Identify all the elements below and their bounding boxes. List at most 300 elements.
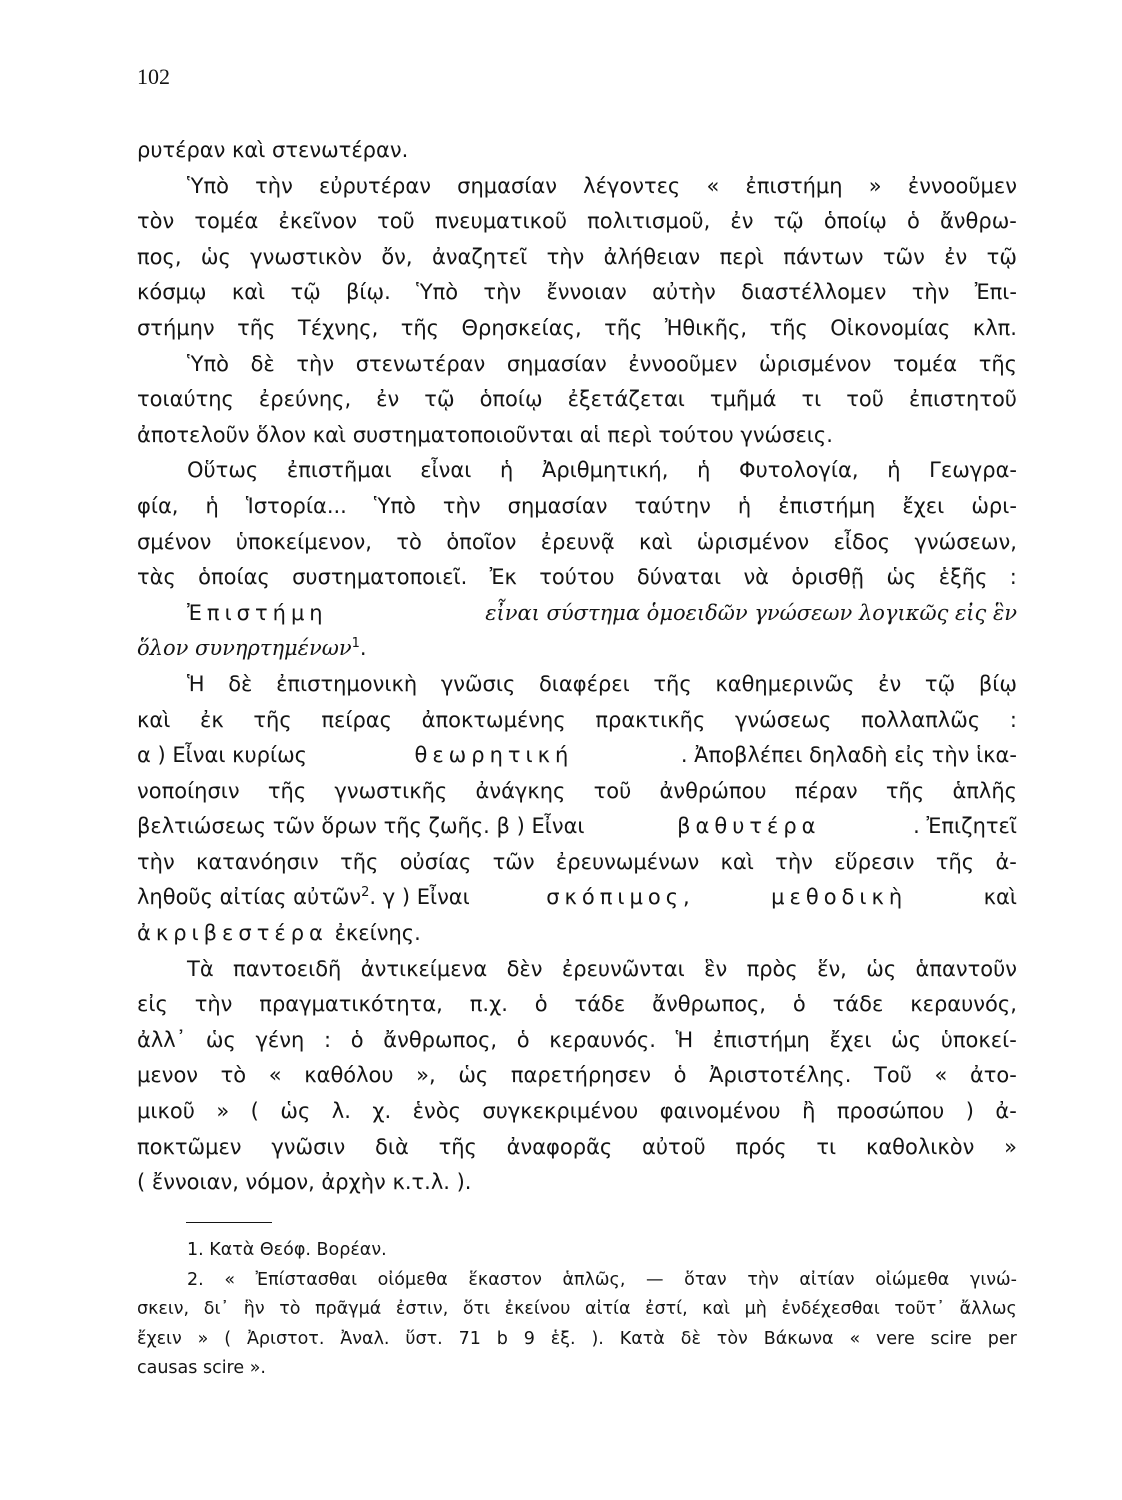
word: ὅταν bbox=[684, 1269, 727, 1290]
text-line bbox=[137, 845, 1017, 881]
word: Ἡ bbox=[675, 1027, 694, 1052]
word: συγκεκριμένου bbox=[482, 1099, 639, 1124]
text-line bbox=[137, 952, 1017, 988]
word: γνώσεων, bbox=[914, 529, 1017, 554]
word: Ἠθικῆς, bbox=[664, 315, 748, 340]
word: ὡς bbox=[280, 1099, 311, 1124]
text-line bbox=[137, 809, 1017, 845]
word: καὶ bbox=[702, 1299, 731, 1319]
word: ἀποκτωμένης bbox=[421, 707, 566, 732]
word: 71 bbox=[458, 1328, 481, 1349]
word: ὡρισμένον bbox=[696, 529, 810, 554]
word: τῷ bbox=[773, 209, 804, 234]
word: ἐκεῖνον bbox=[278, 209, 357, 234]
line-text: ἐκείνης. bbox=[334, 921, 421, 946]
text-line bbox=[137, 525, 1017, 561]
word: ὅτι bbox=[462, 1299, 491, 1319]
word: ὁ bbox=[534, 992, 548, 1017]
word: Ἀριστοτ. bbox=[246, 1328, 325, 1349]
footnote-2-line bbox=[137, 1266, 1017, 1296]
text-line: ( ἔννοιαν, νόμον, ἀρχὴν κ.τ.λ. ). bbox=[137, 1170, 472, 1195]
word: ὑποκείμενον, bbox=[235, 529, 372, 554]
text-line: ἀποτελοῦν ὅλον καὶ συστηματοποιοῦνται αἱ περὶ τούτου γνώσεις. bbox=[137, 422, 833, 447]
word: ὡρι- bbox=[971, 493, 1017, 518]
word: » bbox=[1004, 1134, 1017, 1159]
text-line bbox=[137, 1094, 1017, 1130]
word: ἄνθρω- bbox=[939, 209, 1017, 234]
word: καὶ bbox=[639, 529, 673, 554]
italic-definition: εἶναι σύστημα ὁμοειδῶν γνώσεων λογικῶς εἰς ἓν bbox=[485, 600, 1017, 625]
word: ὡς bbox=[891, 1027, 922, 1052]
word: ἐστιν, bbox=[395, 1299, 449, 1319]
word: per bbox=[987, 1328, 1017, 1349]
text-line bbox=[137, 489, 1017, 525]
word: καθημερινῶς bbox=[715, 671, 855, 696]
word: ἡ bbox=[697, 458, 711, 483]
word: ἐρεύνης, bbox=[258, 387, 352, 412]
word: ἐρευνᾷ bbox=[540, 529, 615, 554]
word: ἄνθρωπος, bbox=[652, 992, 766, 1017]
text-line bbox=[137, 453, 1017, 489]
word: δὲ bbox=[250, 351, 275, 376]
word: παντοειδῆ bbox=[233, 956, 342, 981]
word: ὡρισμένον bbox=[759, 351, 872, 376]
word: τῷ bbox=[290, 280, 321, 305]
word: γνώσεως bbox=[734, 707, 832, 732]
word: πρᾶγμά bbox=[315, 1299, 382, 1319]
word: ἀλλ᾽ bbox=[137, 1027, 187, 1052]
text-line bbox=[137, 1130, 1017, 1166]
word: ἁπλῶς, bbox=[562, 1269, 626, 1290]
text-line bbox=[137, 738, 1017, 774]
word: βίῳ bbox=[978, 671, 1017, 696]
word: καθόλου bbox=[304, 1063, 394, 1088]
word: κεραυνός, bbox=[910, 992, 1017, 1017]
word: τῆς bbox=[237, 315, 276, 340]
footnotes bbox=[137, 1236, 1017, 1384]
word: τὸν bbox=[137, 209, 175, 234]
word: τῆς bbox=[267, 778, 307, 803]
word: ὑποκεί- bbox=[940, 1027, 1017, 1052]
word: τάδε bbox=[574, 992, 626, 1017]
word: Ἀναλ. bbox=[340, 1328, 390, 1349]
word: ἀνθρώπου bbox=[659, 778, 767, 803]
word: Οὕτως bbox=[187, 458, 259, 483]
text-line bbox=[137, 1023, 1017, 1059]
word: τὴν bbox=[137, 849, 175, 874]
word: τὴν bbox=[442, 493, 481, 518]
word: Τὰ bbox=[187, 956, 214, 981]
word: εὕρεσιν bbox=[834, 849, 915, 874]
word: τῆς bbox=[885, 778, 925, 803]
word: νοποίησιν bbox=[137, 778, 240, 803]
word: Οἰκονομίας bbox=[830, 315, 951, 340]
page-number: 102 bbox=[137, 64, 170, 89]
word: ὡς bbox=[458, 1063, 489, 1088]
word: » bbox=[868, 173, 882, 198]
word: » bbox=[197, 1328, 209, 1349]
word: ( bbox=[224, 1328, 232, 1349]
word: καὶ bbox=[137, 707, 171, 732]
word: τὰς bbox=[137, 565, 176, 590]
word: ὁποῖον bbox=[446, 529, 517, 554]
word: ἀναφορᾶς bbox=[506, 1134, 613, 1159]
word: εἰς bbox=[137, 992, 168, 1017]
word: μικοῦ bbox=[137, 1099, 195, 1124]
word: τι bbox=[801, 387, 822, 412]
word: οὐσίας bbox=[399, 849, 472, 874]
word: ὄν, bbox=[381, 244, 413, 269]
word: στήμην bbox=[137, 315, 215, 340]
word: », bbox=[416, 1063, 436, 1088]
word: τῆς bbox=[438, 1134, 477, 1159]
word: 2. bbox=[187, 1269, 204, 1290]
word: « bbox=[706, 173, 720, 198]
word: πνευματικοῦ bbox=[434, 209, 568, 234]
word: ἀνάγκης bbox=[475, 778, 566, 803]
word: τοῦ bbox=[846, 387, 884, 412]
spaced-term: Ἐπιστήμη bbox=[187, 600, 328, 625]
word: τῆς bbox=[400, 315, 439, 340]
word: ἀ- bbox=[995, 1099, 1017, 1124]
word: ὡς bbox=[205, 1027, 236, 1052]
word: αὐτοῦ bbox=[642, 1134, 706, 1159]
word: ἐπιστημονικὴ bbox=[276, 671, 418, 696]
word: μὴ bbox=[744, 1299, 767, 1319]
word: τῶν bbox=[492, 849, 535, 874]
word: τῆς bbox=[253, 707, 292, 732]
word: τῷ bbox=[924, 671, 956, 696]
line-text: . Ἐπιζητεῖ bbox=[913, 814, 1017, 839]
word: τῆς bbox=[604, 315, 643, 340]
text-line bbox=[137, 916, 1017, 952]
word: Φυτολογία, bbox=[739, 458, 859, 483]
word: πέραν bbox=[794, 778, 858, 803]
text-line: ρυτέραν καὶ στενωτέραν. bbox=[137, 138, 409, 162]
word: ἐπιστητοῦ bbox=[908, 387, 1017, 412]
word: ἑνὸς bbox=[412, 1099, 461, 1124]
word: Ὑπὸ bbox=[187, 351, 229, 376]
word: τὴν bbox=[747, 1269, 779, 1290]
word: πολιτισμοῦ, bbox=[587, 209, 711, 234]
word: λέγοντες bbox=[583, 173, 681, 198]
word: 9 bbox=[523, 1328, 535, 1349]
line-text: βελτιώσεως τῶν ὅρων τῆς ζωῆς. β ) Εἶναι bbox=[137, 814, 585, 839]
word: ὁποίῳ bbox=[479, 387, 543, 412]
word: Ἀριστοτέλης. bbox=[709, 1063, 852, 1088]
word: τῆς bbox=[653, 671, 692, 696]
word: δὲ bbox=[680, 1328, 701, 1349]
word: τὸ bbox=[279, 1299, 301, 1319]
word: ( bbox=[250, 1099, 259, 1124]
main-text bbox=[137, 133, 1017, 1201]
word: τὴν bbox=[255, 173, 293, 198]
word: γνωστικὸν bbox=[250, 244, 362, 269]
word: διὰ bbox=[375, 1134, 409, 1159]
word: σημασίαν bbox=[507, 493, 608, 518]
word: πρός bbox=[735, 1134, 787, 1159]
word: καὶ bbox=[720, 849, 754, 874]
text-line bbox=[137, 275, 1017, 311]
word: οἰόμεθα bbox=[377, 1269, 448, 1290]
word: ποκτῶμεν bbox=[137, 1134, 242, 1159]
word: κατανόησιν bbox=[196, 849, 319, 874]
word: Θρησκείας, bbox=[461, 315, 582, 340]
word: ἐξετάζεται bbox=[567, 387, 685, 412]
word: Ὑπὸ bbox=[416, 280, 459, 305]
word: οἰώμεθα bbox=[875, 1269, 950, 1290]
word: τῷ bbox=[424, 387, 455, 412]
word: τομέα bbox=[194, 209, 259, 234]
word: τῆς bbox=[978, 351, 1017, 376]
word: scire bbox=[930, 1328, 972, 1349]
text-line bbox=[137, 774, 1017, 810]
word: ὁ bbox=[792, 992, 806, 1017]
word: ἡ bbox=[737, 493, 752, 518]
word: πρακτικῆς bbox=[595, 707, 706, 732]
word: Βάκωνα bbox=[763, 1328, 834, 1349]
word: τὴν bbox=[775, 849, 813, 874]
word: σμένον bbox=[137, 529, 212, 554]
word: τὴν bbox=[194, 992, 233, 1017]
word: ἐν bbox=[376, 387, 400, 412]
word: ἐπιστήμη bbox=[778, 493, 876, 518]
line-text bbox=[137, 880, 470, 916]
word: λ. bbox=[331, 1099, 351, 1124]
word: γένη bbox=[255, 1027, 305, 1052]
word: προσώπου bbox=[836, 1099, 945, 1124]
word: ἁπλῆς bbox=[952, 778, 1017, 803]
footnote-2-line bbox=[137, 1325, 1017, 1355]
footnote-1: 1. Κατὰ Θεόφ. Βορέαν. bbox=[187, 1240, 387, 1260]
word: Ἐκ bbox=[489, 565, 517, 590]
text-line bbox=[137, 347, 1017, 383]
word: ἐννοοῦμεν bbox=[907, 173, 1017, 198]
word: τὴν bbox=[546, 244, 585, 269]
word: τμῆμά bbox=[709, 387, 777, 412]
word: γνῶσιν bbox=[271, 1134, 346, 1159]
word: κλπ. bbox=[972, 315, 1017, 340]
word: ἐρευνωμένων bbox=[555, 849, 700, 874]
word: ) bbox=[965, 1099, 974, 1124]
word: : bbox=[323, 1027, 332, 1052]
word: τοιαύτης bbox=[137, 387, 234, 412]
word: ἢ bbox=[802, 1099, 816, 1124]
word: ἄλλως bbox=[959, 1299, 1017, 1319]
word: ἐκείνου bbox=[504, 1299, 571, 1319]
word: βίῳ. bbox=[346, 280, 391, 305]
word: τοῦ bbox=[593, 778, 632, 803]
word: σημασίαν bbox=[457, 173, 557, 198]
word: εἶδος bbox=[833, 529, 891, 554]
word: ἔχει bbox=[829, 1027, 872, 1052]
word: Τοῦ bbox=[874, 1063, 912, 1088]
word: τὸ bbox=[396, 529, 422, 554]
word: δι᾽ bbox=[203, 1299, 230, 1319]
word: τοῦ bbox=[377, 209, 415, 234]
word: ἔννοιαν bbox=[546, 280, 627, 305]
word: εὐρυτέραν bbox=[319, 173, 431, 198]
word: ἐν bbox=[944, 244, 968, 269]
word: κεραυνός. bbox=[549, 1027, 656, 1052]
word: γνωστικῆς bbox=[334, 778, 448, 803]
word: τομέα bbox=[893, 351, 958, 376]
word: ἐστί, bbox=[645, 1299, 688, 1319]
word: Ἀριθμητική, bbox=[541, 458, 669, 483]
word: νὰ bbox=[743, 565, 770, 590]
word: — bbox=[646, 1269, 664, 1290]
spaced-term: μεθοδικὴ bbox=[771, 885, 908, 910]
word: ἁπαντοῦν bbox=[915, 956, 1017, 981]
word: παρετήρησεν bbox=[510, 1063, 651, 1088]
word: γινώ- bbox=[969, 1269, 1017, 1290]
line-text: α ) Εἶναι κυρίως bbox=[137, 743, 307, 768]
text-line bbox=[137, 631, 1017, 667]
line-text: καὶ bbox=[983, 885, 1017, 910]
text-line bbox=[137, 204, 1017, 240]
italic-definition: ὅλον συνηρτημένων bbox=[137, 636, 352, 661]
word: Τέχνης, bbox=[297, 315, 379, 340]
word: ἐνδέχεσθαι bbox=[781, 1299, 880, 1319]
word: ἑξ. bbox=[550, 1328, 576, 1349]
word: ἡ bbox=[205, 493, 219, 518]
word: πείρας bbox=[321, 707, 392, 732]
line-text: . Ἀποβλέπει δηλαδὴ εἰς τὴν ἱκα- bbox=[680, 743, 1017, 768]
word: μενον bbox=[137, 1063, 199, 1088]
word: ἡ bbox=[500, 458, 514, 483]
word: ἀτο- bbox=[969, 1063, 1017, 1088]
spaced-term: θεωρητική bbox=[414, 743, 574, 768]
word: ὁ bbox=[673, 1063, 687, 1088]
word: ὁ bbox=[906, 209, 920, 234]
word: ἐν bbox=[730, 209, 754, 234]
word: καθολικὸν bbox=[865, 1134, 975, 1159]
word: αἰτία bbox=[585, 1299, 631, 1319]
word: τῆς bbox=[935, 849, 975, 874]
word: γνῶσις bbox=[440, 671, 516, 696]
word: ἓν bbox=[704, 956, 728, 981]
word: ). bbox=[591, 1328, 604, 1349]
text-line bbox=[137, 169, 1017, 205]
word: τῆς bbox=[769, 315, 808, 340]
word: πρὸς bbox=[746, 956, 798, 981]
word: Ἡ bbox=[187, 671, 205, 696]
word: « bbox=[224, 1269, 236, 1290]
word: ἣν bbox=[243, 1299, 265, 1319]
spaced-term: ἀκριβεστέρα bbox=[137, 921, 328, 946]
text-line bbox=[137, 703, 1017, 739]
word: δύναται bbox=[636, 565, 722, 590]
word: τὸ bbox=[220, 1063, 247, 1088]
word: ὡς bbox=[866, 956, 897, 981]
text-line bbox=[137, 667, 1017, 703]
word: ἐπιστῆμαι bbox=[286, 458, 392, 483]
word: ὡς bbox=[886, 565, 917, 590]
word: ἐρευνῶνται bbox=[561, 956, 685, 981]
word: περὶ bbox=[719, 244, 764, 269]
word: τι bbox=[816, 1134, 837, 1159]
word: ὡς bbox=[200, 244, 231, 269]
word: » bbox=[216, 1099, 230, 1124]
word: τῷ bbox=[986, 244, 1017, 269]
word: π.χ. bbox=[469, 992, 508, 1017]
text-line bbox=[137, 560, 1017, 596]
word: : bbox=[1009, 565, 1017, 590]
word: φαινομένου bbox=[659, 1099, 781, 1124]
footnote-ref: 1 bbox=[351, 636, 360, 652]
text-line bbox=[137, 311, 1017, 347]
text-line bbox=[137, 382, 1017, 418]
word: ἐπιστήμη bbox=[745, 173, 843, 198]
word: ἐκ bbox=[200, 707, 224, 732]
word: Ἐπίστασθαι bbox=[255, 1269, 357, 1290]
text-line bbox=[137, 1058, 1017, 1094]
line-text: . γ ) Εἶναι bbox=[369, 885, 470, 910]
word: ἐν bbox=[878, 671, 902, 696]
word: ἀλήθειαν bbox=[603, 244, 701, 269]
word: ἔχει bbox=[902, 493, 945, 518]
word: ἕκαστον bbox=[468, 1269, 542, 1290]
word: χ. bbox=[372, 1099, 392, 1124]
word: εἶναι bbox=[420, 458, 472, 483]
footnote-divider bbox=[186, 1222, 272, 1223]
word: ἀ- bbox=[995, 849, 1017, 874]
text-line bbox=[137, 987, 1017, 1023]
word: b bbox=[496, 1328, 508, 1349]
word: τούτου bbox=[539, 565, 615, 590]
word: διαφέρει bbox=[538, 671, 630, 696]
word: στενωτέραν bbox=[355, 351, 486, 376]
word: κόσμῳ bbox=[137, 280, 207, 305]
word: « bbox=[934, 1063, 948, 1088]
word: σημασίαν bbox=[506, 351, 607, 376]
word: : bbox=[1009, 707, 1017, 732]
word: τοῦτ᾽ bbox=[894, 1299, 946, 1319]
word: συστηματοποιεῖ. bbox=[292, 565, 468, 590]
word: αὐτὴν bbox=[652, 280, 716, 305]
word: Κατὰ bbox=[619, 1328, 665, 1349]
word: ταύτην bbox=[634, 493, 711, 518]
word: ἡ bbox=[887, 458, 901, 483]
word: Γεωγρα- bbox=[929, 458, 1017, 483]
word: Ἱστορία... bbox=[245, 493, 347, 518]
text-line bbox=[137, 596, 1017, 632]
word: καὶ bbox=[231, 280, 266, 305]
word: ἀντικείμενα bbox=[360, 956, 488, 981]
footnote-2-line: causas scire ». bbox=[137, 1358, 266, 1378]
text-line bbox=[137, 240, 1017, 276]
word: τὸν bbox=[716, 1328, 748, 1349]
word: ἐπιστήμη bbox=[712, 1027, 810, 1052]
word: ὁποίῳ bbox=[823, 209, 887, 234]
word: ἑξῆς bbox=[938, 565, 988, 590]
word: τῶν bbox=[882, 244, 925, 269]
word: ὁρισθῇ bbox=[791, 565, 865, 590]
spaced-term: βαθυτέρα bbox=[677, 814, 821, 839]
footnote-2-line bbox=[137, 1295, 1017, 1325]
word: ἔχειν bbox=[137, 1328, 182, 1349]
line-text: ληθοῦς αἰτίας αὐτῶν bbox=[137, 885, 362, 910]
word: τάδε bbox=[832, 992, 884, 1017]
footnote-ref: 2 bbox=[361, 885, 370, 901]
word: ἕν, bbox=[817, 956, 847, 981]
word: τῆς bbox=[340, 849, 379, 874]
word: ὁ bbox=[350, 1027, 364, 1052]
word: Ἐπι- bbox=[974, 280, 1017, 305]
word: πραγματικότητα, bbox=[259, 992, 443, 1017]
word: ἄνθρωπος, bbox=[383, 1027, 498, 1052]
word: ὁ bbox=[516, 1027, 530, 1052]
